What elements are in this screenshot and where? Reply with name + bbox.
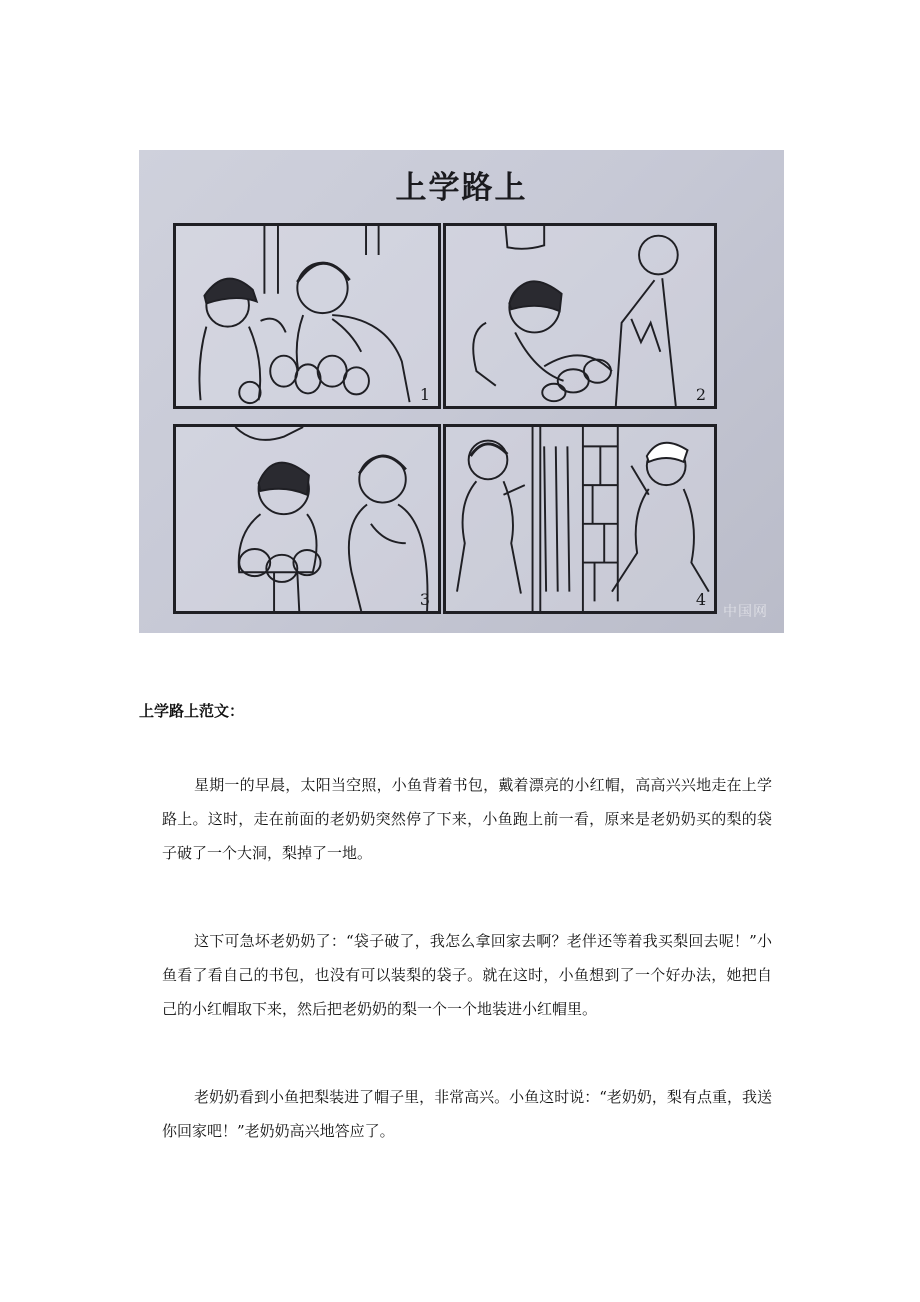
panel-number: 4 xyxy=(695,590,706,609)
comic-panel-2 xyxy=(443,223,717,409)
panel-number: 3 xyxy=(419,590,430,609)
comic-photo xyxy=(139,150,784,633)
comic-panel-1 xyxy=(173,223,441,409)
comic-panel-4 xyxy=(443,424,717,614)
panel-4-drawing xyxy=(446,427,714,611)
comic-panel-3 xyxy=(173,424,441,614)
panel-3-drawing xyxy=(176,427,438,611)
watermark-logo: 中国网 xyxy=(723,604,768,620)
essay-heading: 上学路上范文： xyxy=(139,702,245,720)
panel-2-drawing xyxy=(446,226,714,406)
essay-paragraph-3: 老奶奶看到小鱼把梨装进了帽子里，非常高兴。小鱼这时说：“老奶奶，梨有点重，我送你回家吧！”老奶奶高兴地答应了。 xyxy=(162,1088,772,1140)
panel-number: 2 xyxy=(695,385,706,404)
essay-paragraph-2: 这下可急坏老奶奶了：“袋子破了，我怎么拿回家去啊？老伴还等着我买梨回去呢！”小鱼看了看自己的书包，也没有可以装梨的袋子。就在这时，小鱼想到了一个好办法，她把自己的小红帽取下来，然后把老奶奶的梨一个一个地装进小红帽里。 xyxy=(162,932,772,1018)
essay-paragraph-1: 星期一的早晨，太阳当空照，小鱼背着书包，戴着漂亮的小红帽，高高兴兴地走在上学路上。这时，走在前面的老奶奶突然停了下来，小鱼跑上前一看，原来是老奶奶买的梨的袋子破了一个大洞，梨掉了一地。 xyxy=(162,776,772,862)
panel-1-drawing xyxy=(176,226,438,406)
comic-title: 上学路上 xyxy=(395,170,528,206)
panel-number: 1 xyxy=(419,385,430,404)
